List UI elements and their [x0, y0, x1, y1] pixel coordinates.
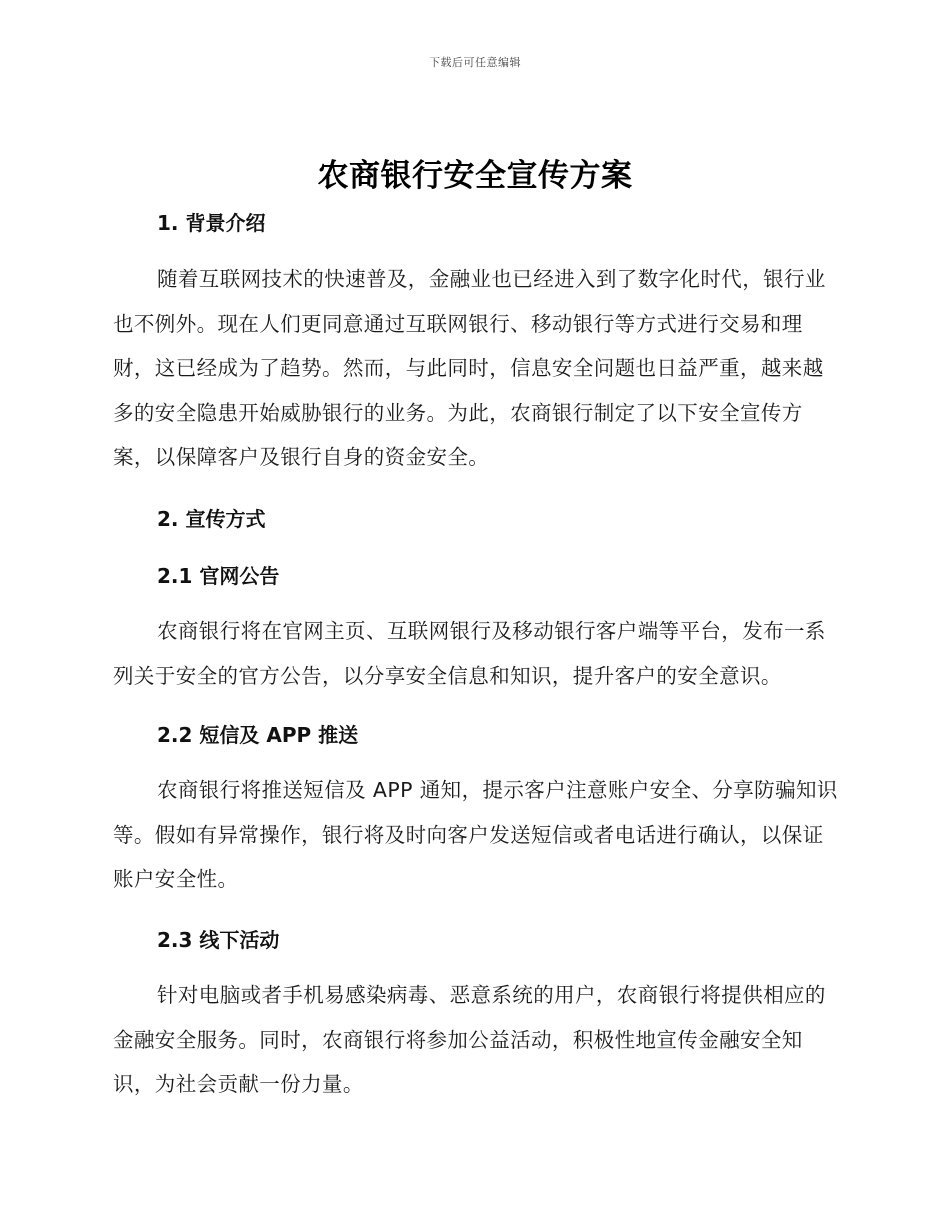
- section-heading-official-website: 2.1 官网公告: [157, 564, 280, 588]
- section-heading-background: 1. 背景介绍: [157, 211, 266, 235]
- page-header-note: 下载后可任意编辑: [429, 56, 521, 69]
- section-heading-sms-app: 2.2 短信及 APP 推送: [157, 723, 359, 747]
- section-paragraph-sms-app: 农商银行将推送短信及 APP 通知，提示客户注意账户安全、分享防骗知识等。假如有异常操作，银行将及时向客户发送短信或者电话进行确认，以保证账户安全性。: [113, 778, 838, 892]
- section-heading-offline-activities: 2.3 线下活动: [157, 928, 280, 952]
- section-paragraph-background: 随着互联网技术的快速普及，金融业也已经进入到了数字化时代，银行业也不例外。现在人们更同意通过互联网银行、移动银行等方式进行交易和理财，这已经成为了趋势。然而，与此同时，信息安全问题也日益严重，越来越多的安全隐患开始威胁银行的业务。为此，农商银行制定了以下安全宣传方案，以保障客户及银行自身的资金安全。: [113, 267, 826, 470]
- document-title: 农商银行安全宣传方案: [317, 158, 633, 194]
- section-paragraph-offline-activities: 针对电脑或者手机易感染病毒、恶意系统的用户，农商银行将提供相应的金融安全服务。同时，农商银行将参加公益活动，积极性地宣传金融安全知识，为社会贡献一份力量。: [113, 983, 826, 1097]
- section-paragraph-official-website: 农商银行将在官网主页、互联网银行及移动银行客户端等平台，发布一系列关于安全的官方公告，以分享安全信息和知识，提升客户的安全意识。: [113, 619, 826, 688]
- section-heading-promotion-methods: 2. 宣传方式: [157, 507, 266, 531]
